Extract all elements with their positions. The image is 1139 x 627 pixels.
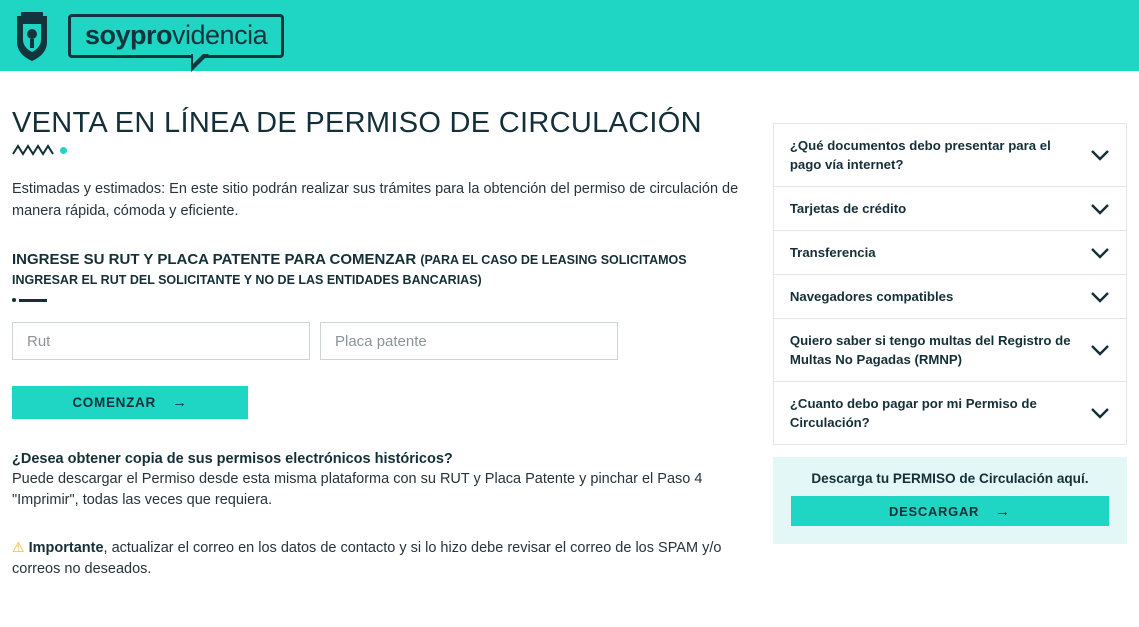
chevron-down-icon bbox=[1090, 149, 1110, 161]
important-text: , actualizar el correo en los datos de contacto y si lo hizo debe revisar el correo de los SPAM y/o correos no deseados. bbox=[12, 540, 722, 577]
historic-permits-text: Puede descargar el Permiso desde esta misma plataforma con su RUT y Placa Patente y pinchar el Paso 4 "Imprimir", todas las veces que requiera. bbox=[12, 471, 703, 508]
chevron-down-icon bbox=[1090, 247, 1110, 259]
important-notice bbox=[12, 537, 722, 580]
faq-accordion bbox=[773, 123, 1127, 445]
arrow-right-icon: → bbox=[995, 502, 1011, 520]
site-header bbox=[0, 0, 1139, 71]
page-body bbox=[0, 71, 1139, 580]
download-permit-card bbox=[773, 457, 1127, 544]
faq-item-label: Tarjetas de crédito bbox=[789, 201, 907, 216]
instruction-note: (PARA EL CASO DE LEASING SOLICITAMOS INGRESAR EL RUT DEL SOLICITANTE Y NO DE LAS ENTIDADES BANCARIAS) bbox=[12, 253, 687, 287]
sidebar bbox=[773, 71, 1127, 580]
warning-icon: ⚠ bbox=[12, 539, 25, 555]
faq-item-monto-permiso[interactable] bbox=[774, 382, 1126, 444]
section-divider bbox=[12, 298, 745, 302]
chevron-down-icon bbox=[1090, 344, 1110, 356]
instruction-bold: INGRESE SU RUT Y PLACA PATENTE PARA COMENZAR bbox=[12, 251, 417, 268]
faq-item-label: Navegadores compatibles bbox=[789, 289, 954, 304]
site-logo[interactable] bbox=[68, 14, 284, 58]
faq-item-navegadores[interactable] bbox=[774, 275, 1126, 319]
comenzar-button-label: COMENZAR bbox=[72, 395, 156, 410]
chevron-down-icon bbox=[1090, 407, 1110, 419]
important-label: Importante bbox=[28, 540, 104, 556]
instruction-text bbox=[12, 250, 712, 290]
logo-bubble-tail bbox=[191, 54, 209, 72]
faq-item-label: ¿Qué documentos debo presentar para el pago vía internet? bbox=[789, 138, 1051, 172]
chevron-down-icon bbox=[1090, 203, 1110, 215]
accent-dot-icon bbox=[60, 147, 67, 154]
download-card-text: Descarga tu PERMISO de Circulación aquí. bbox=[811, 471, 1089, 486]
intro-paragraph: Estimadas y estimados: En este sitio podrán realizar sus trámites para la obtención del permiso de circulación de manera rápida, cómoda y eficiente. bbox=[12, 181, 739, 219]
descargar-button[interactable] bbox=[791, 496, 1109, 526]
placa-patente-input[interactable] bbox=[320, 322, 618, 360]
main-content bbox=[12, 71, 745, 580]
rut-input[interactable] bbox=[12, 322, 310, 360]
page-title: VENTA EN LÍNEA DE PERMISO DE CIRCULACIÓN bbox=[12, 107, 702, 139]
arrow-right-icon: → bbox=[171, 394, 188, 411]
title-decoration bbox=[12, 144, 745, 156]
municipal-crest-icon bbox=[10, 9, 54, 63]
faq-item-label: Quiero saber si tengo multas del Registro de Multas No Pagadas (RMNP) bbox=[789, 333, 1071, 367]
faq-item-transferencia[interactable] bbox=[774, 231, 1126, 275]
faq-item-label: ¿Cuanto debo pagar por mi Permiso de Circulación? bbox=[789, 396, 1037, 430]
faq-item-documentos[interactable] bbox=[774, 124, 1126, 187]
identification-form bbox=[12, 322, 745, 360]
descargar-button-label: DESCARGAR bbox=[889, 503, 980, 519]
faq-item-tarjetas[interactable] bbox=[774, 187, 1126, 231]
faq-item-label: Transferencia bbox=[789, 245, 876, 260]
squiggle-icon bbox=[12, 144, 56, 156]
logo-text-bold: soypro bbox=[85, 19, 173, 50]
logo-text-thin: videncia bbox=[172, 19, 268, 50]
chevron-down-icon bbox=[1090, 291, 1110, 303]
comenzar-button[interactable] bbox=[12, 386, 248, 419]
faq-item-multas[interactable] bbox=[774, 319, 1126, 382]
historic-permits-title: ¿Desea obtener copia de sus permisos electrónicos históricos? bbox=[12, 451, 453, 467]
historic-permits-block bbox=[12, 451, 745, 511]
